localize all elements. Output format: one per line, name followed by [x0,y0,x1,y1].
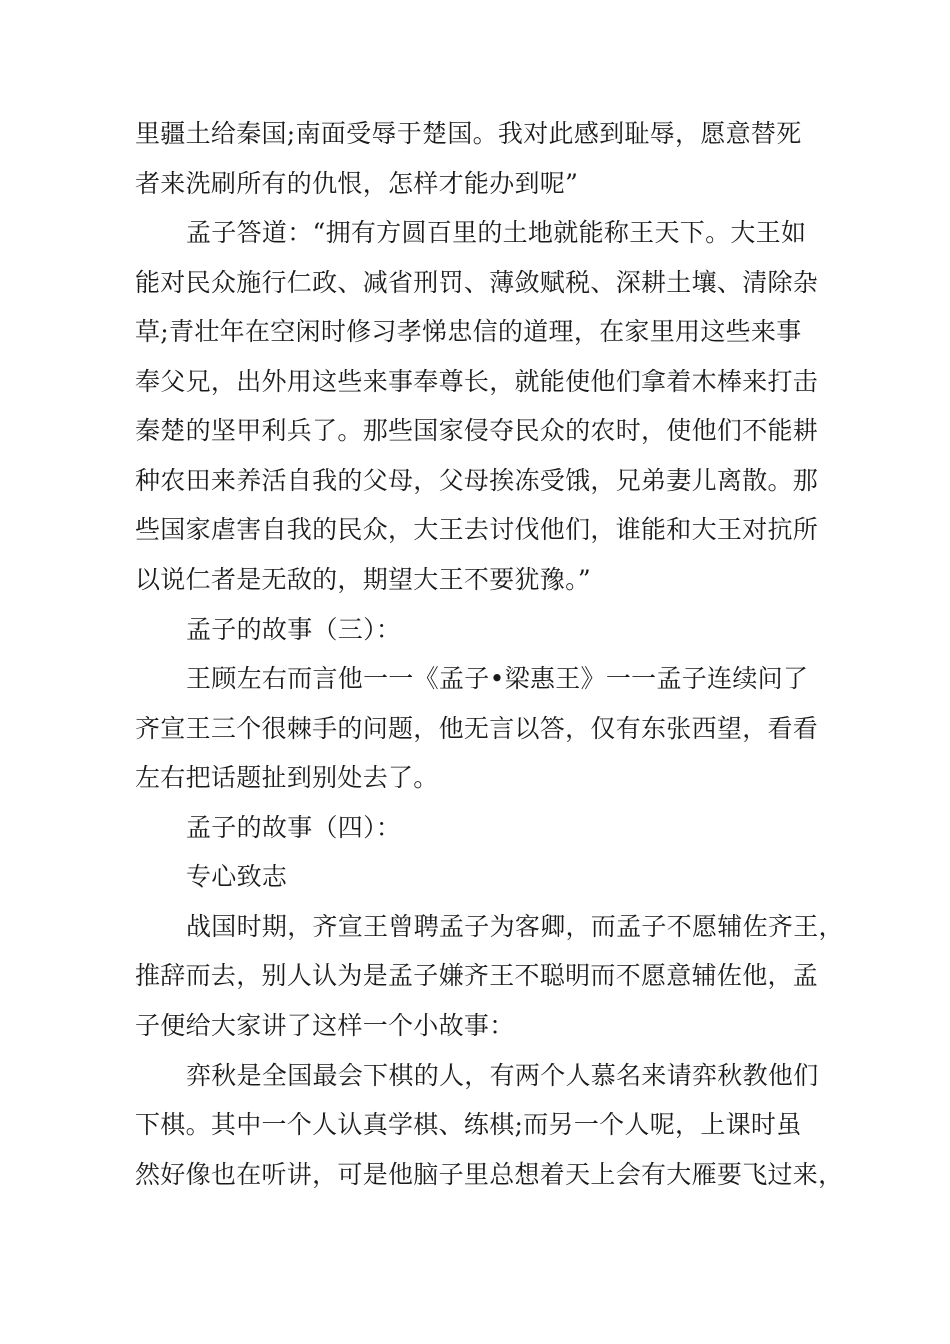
body-text-line: 秦楚的坚甲利兵了。那些国家侵夺民众的农时，使他们不能耕 [135,416,819,445]
body-text-line: 下棋。其中一个人认真学棋、练棋;而另一个人呢，上课时虽 [135,1110,802,1139]
section-heading: 孟子的故事（三）： [186,615,402,644]
body-text-line: 以说仁者是无敌的，期望大王不要犹豫。” [135,565,591,594]
body-text-line: 齐宣王三个很棘手的问题，他无言以答，仅有东张西望，看看 [135,714,819,743]
section-heading: 孟子的故事（四）： [186,813,402,842]
paragraph-start-line: 弈秋是全国最会下棋的人，有两个人慕名来请弈秋教他们 [186,1061,819,1090]
body-text-line: 草;青壮年在空闲时修习孝悌忠信的道理，在家里用这些来事 [135,317,802,346]
body-text-line: 奉父兄，出外用这些来事奉尊长，就能使他们拿着木棒来打击 [135,367,819,396]
body-text-line: 种农田来养活自我的父母，父母挨冻受饿，兄弟妻儿离散。那 [135,466,819,495]
body-text-line: 然好像也在听讲，可是他脑子里总想着天上会有大雁要飞过来， [135,1160,844,1189]
body-text-line: 能对民众施行仁政、减省刑罚、薄敛赋税、深耕土壤、清除杂 [135,268,819,297]
paragraph-start-line: 王顾左右而言他一一《孟子•梁惠王》一一孟子连续问了 [186,664,809,693]
paragraph-start-line: 孟子答道：“拥有方圆百里的土地就能称王天下。大王如 [186,218,807,247]
body-text-line: 些国家虐害自我的民众，大王去讨伐他们，谁能和大王对抗所 [135,515,819,544]
body-text-line: 者来洗刷所有的仇恨，怎样才能办到呢” [135,169,579,198]
body-text-line: 里疆土给秦国;南面受辱于楚国。我对此感到耻辱，愿意替死 [135,119,802,148]
body-text-line: 子便给大家讲了这样一个小故事： [135,1011,515,1040]
paragraph-start-line: 战国时期，齐宣王曾聘孟子为客卿，而孟子不愿辅佐齐王， [186,912,844,941]
body-text-line: 左右把话题扯到别处去了。 [135,763,439,792]
story-title: 专心致志 [186,862,288,891]
body-text-line: 推辞而去，别人认为是孟子嫌齐王不聪明而不愿意辅佐他，孟 [135,961,819,990]
